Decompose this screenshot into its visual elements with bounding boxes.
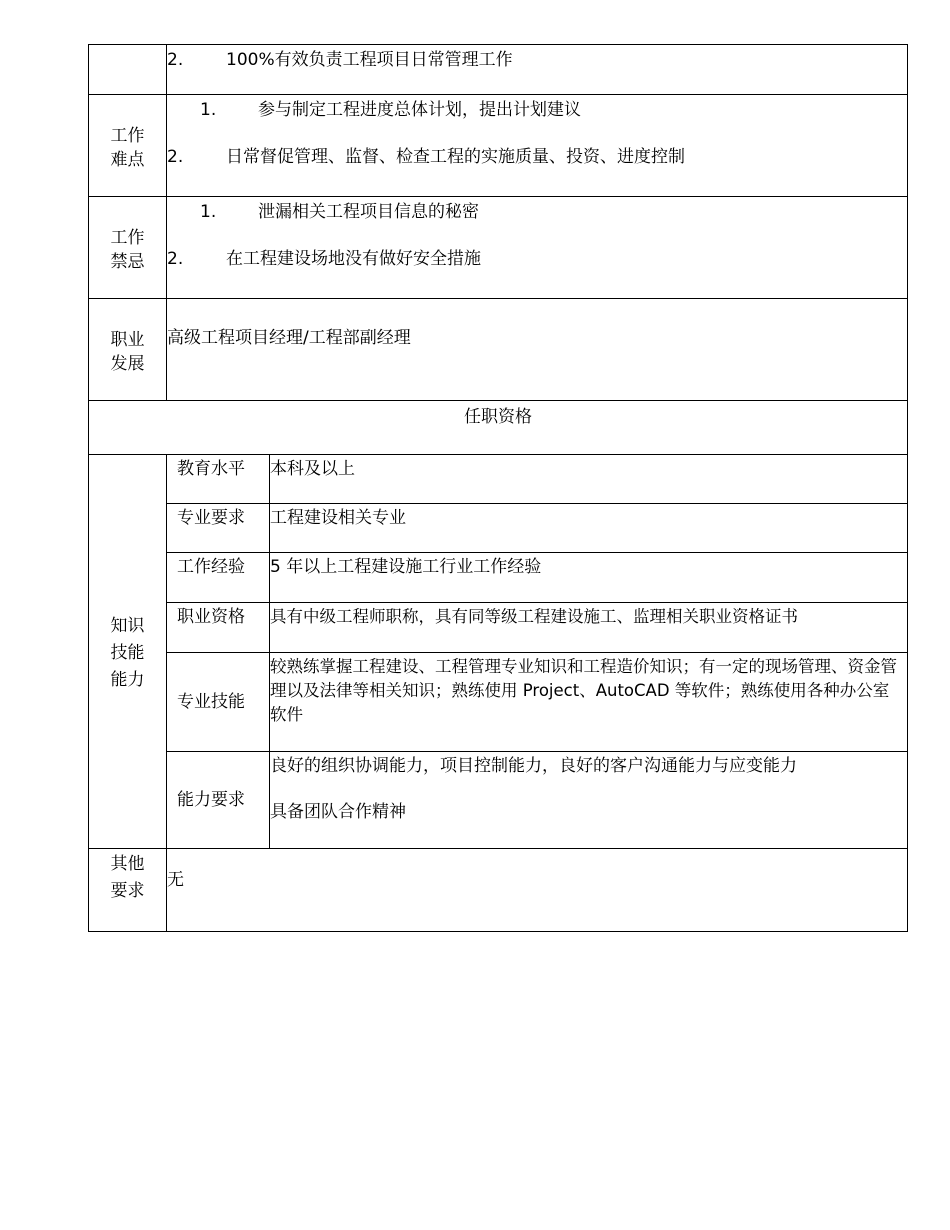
qualification-label: 能力要求 bbox=[167, 752, 270, 849]
label-line: 其他 bbox=[110, 854, 145, 874]
qualification-value: 较熟练掌握工程建设、工程管理专业知识和工程造价知识；有一定的现场管理、资金管理以及法律等相关知识；熟练使用 Project、AutoCAD 等软件；熟练使用各种办公室软件 bbox=[270, 653, 908, 752]
difficulty-label bbox=[89, 95, 167, 197]
qualification-row bbox=[89, 653, 908, 752]
list-number: 1. bbox=[200, 100, 217, 120]
label-line: 知识 bbox=[110, 616, 145, 636]
career-row bbox=[89, 299, 908, 401]
duty-row bbox=[89, 45, 908, 95]
list-number: 2. bbox=[167, 249, 184, 269]
value-line: 具备团队合作精神 bbox=[270, 802, 406, 822]
qualification-label: 专业要求 bbox=[167, 504, 270, 553]
qualification-value bbox=[270, 752, 908, 849]
knowledge-skills-label bbox=[89, 455, 167, 849]
difficulty-content bbox=[167, 95, 908, 197]
qualification-label: 职业资格 bbox=[167, 603, 270, 653]
qualification-row bbox=[89, 553, 908, 603]
career-label bbox=[89, 299, 167, 401]
label-line: 能力 bbox=[110, 670, 145, 690]
value-line: 良好的组织协调能力，项目控制能力，良好的客户沟通能力与应变能力 bbox=[270, 756, 797, 776]
other-content: 无 bbox=[167, 849, 908, 932]
duty-content bbox=[167, 45, 908, 95]
section-title: 任职资格 bbox=[89, 401, 908, 455]
list-text: 泄漏相关工程项目信息的秘密 bbox=[258, 202, 479, 222]
label-line: 禁忌 bbox=[110, 251, 145, 272]
job-description-table bbox=[88, 44, 908, 932]
label-line: 难点 bbox=[110, 149, 145, 170]
list-number: 2. bbox=[167, 147, 184, 167]
other-row bbox=[89, 849, 908, 932]
list-text: 100%有效负责工程项目日常管理工作 bbox=[226, 50, 513, 70]
list-text: 参与制定工程进度总体计划，提出计划建议 bbox=[258, 100, 581, 120]
list-number: 2. bbox=[167, 50, 184, 70]
qualification-row bbox=[89, 455, 908, 504]
label-line: 发展 bbox=[110, 353, 145, 374]
taboo-row bbox=[89, 197, 908, 299]
taboo-content bbox=[167, 197, 908, 299]
qualification-row bbox=[89, 752, 908, 849]
label-line: 要求 bbox=[110, 881, 145, 901]
qualification-value: 本科及以上 bbox=[270, 455, 908, 504]
qualification-label: 专业技能 bbox=[167, 653, 270, 752]
label-line: 工作 bbox=[110, 125, 145, 146]
label-line: 工作 bbox=[110, 227, 145, 248]
qualification-label: 工作经验 bbox=[167, 553, 270, 603]
career-content: 高级工程项目经理/工程部副经理 bbox=[167, 299, 908, 401]
empty-label-cell bbox=[89, 45, 167, 95]
qualification-value: 工程建设相关专业 bbox=[270, 504, 908, 553]
difficulty-row bbox=[89, 95, 908, 197]
taboo-label bbox=[89, 197, 167, 299]
qualification-row bbox=[89, 504, 908, 553]
qualification-row bbox=[89, 603, 908, 653]
list-text: 日常督促管理、监督、检查工程的实施质量、投资、进度控制 bbox=[226, 147, 685, 167]
qualification-label: 教育水平 bbox=[167, 455, 270, 504]
list-number: 1. bbox=[200, 202, 217, 222]
other-label bbox=[89, 849, 167, 932]
qualifications-header-row bbox=[89, 401, 908, 455]
qualification-value: 5 年以上工程建设施工行业工作经验 bbox=[270, 553, 908, 603]
list-text: 在工程建设场地没有做好安全措施 bbox=[226, 249, 481, 269]
label-line: 职业 bbox=[110, 329, 145, 350]
qualification-value: 具有中级工程师职称，具有同等级工程建设施工、监理相关职业资格证书 bbox=[270, 603, 908, 653]
label-line: 技能 bbox=[110, 643, 145, 663]
